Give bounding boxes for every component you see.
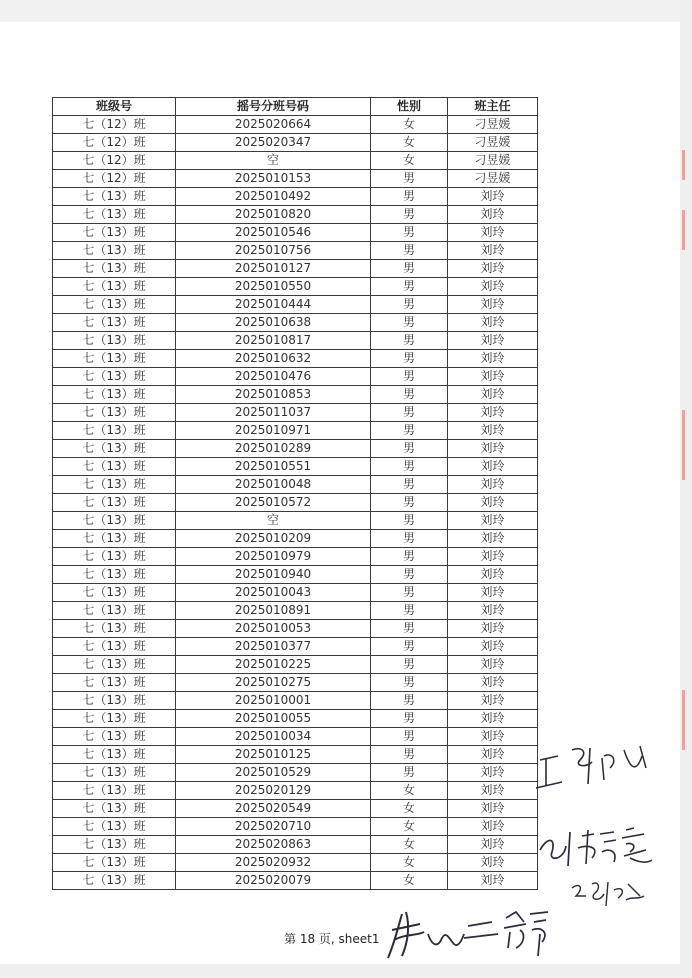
gender-cell: 男 [371,512,448,530]
class-cell: 七（13）班 [53,386,176,404]
gender-cell: 男 [371,692,448,710]
table-row [53,314,538,332]
table-row [53,440,538,458]
gender-cell: 男 [371,728,448,746]
class-cell: 七（13）班 [53,620,176,638]
head-teacher-cell: 刘玲 [448,278,538,296]
table-row [53,782,538,800]
table-row [53,620,538,638]
lottery-number-cell: 2025010043 [176,584,371,602]
table-row [53,476,538,494]
class-cell: 七（13）班 [53,872,176,890]
seal-edge-mark [682,210,685,250]
table-row [53,152,538,170]
lottery-number-cell: 2025010225 [176,656,371,674]
lottery-number-cell: 2025020129 [176,782,371,800]
lottery-number-cell: 2025010053 [176,620,371,638]
lottery-number-cell: 2025010820 [176,206,371,224]
gender-cell: 女 [371,818,448,836]
class-cell: 七（13）班 [53,656,176,674]
lottery-number-cell: 2025020347 [176,134,371,152]
table-row [53,368,538,386]
class-cell: 七（13）班 [53,782,176,800]
lottery-number-cell: 2025010055 [176,710,371,728]
lottery-number-cell: 2025010209 [176,530,371,548]
class-cell: 七（13）班 [53,206,176,224]
table-row [53,566,538,584]
header-gender: 性别 [371,98,448,116]
head-teacher-cell: 刁昱媛 [448,134,538,152]
class-cell: 七（13）班 [53,242,176,260]
table-row [53,602,538,620]
head-teacher-cell: 刘玲 [448,602,538,620]
table-row [53,728,538,746]
head-teacher-cell: 刘玲 [448,674,538,692]
gender-cell: 男 [371,332,448,350]
head-teacher-cell: 刘玲 [448,512,538,530]
class-cell: 七（13）班 [53,746,176,764]
gender-cell: 男 [371,620,448,638]
lottery-number-cell: 2025020932 [176,854,371,872]
lottery-number-cell: 2025010971 [176,422,371,440]
gender-cell: 男 [371,746,448,764]
head-teacher-cell: 刘玲 [448,188,538,206]
lottery-number-cell: 2025010275 [176,674,371,692]
class-cell: 七（13）班 [53,566,176,584]
class-cell: 七（12）班 [53,134,176,152]
class-cell: 七（13）班 [53,458,176,476]
lottery-number-cell: 2025010979 [176,548,371,566]
gender-cell: 女 [371,872,448,890]
table-row [53,134,538,152]
table-row [53,224,538,242]
table-row [53,530,538,548]
head-teacher-cell: 刘玲 [448,206,538,224]
head-teacher-cell: 刘玲 [448,242,538,260]
table-row [53,818,538,836]
gender-cell: 男 [371,386,448,404]
class-cell: 七（13）班 [53,710,176,728]
header-class: 班级号 [53,98,176,116]
head-teacher-cell: 刘玲 [448,548,538,566]
head-teacher-cell: 刘玲 [448,458,538,476]
head-teacher-cell: 刘玲 [448,386,538,404]
head-teacher-cell: 刘玲 [448,872,538,890]
gender-cell: 男 [371,710,448,728]
table-row [53,584,538,602]
table-row [53,512,538,530]
gender-cell: 男 [371,458,448,476]
head-teacher-cell: 刘玲 [448,746,538,764]
class-cell: 七（13）班 [53,854,176,872]
gender-cell: 女 [371,152,448,170]
head-teacher-cell: 刁昱媛 [448,152,538,170]
gender-cell: 女 [371,134,448,152]
gender-cell: 女 [371,782,448,800]
head-teacher-cell: 刘玲 [448,224,538,242]
gender-cell: 男 [371,206,448,224]
class-cell: 七（13）班 [53,224,176,242]
gender-cell: 男 [371,476,448,494]
class-cell: 七（13）班 [53,602,176,620]
lottery-number-cell: 2025010572 [176,494,371,512]
table-row [53,170,538,188]
gender-cell: 女 [371,116,448,134]
gender-cell: 男 [371,314,448,332]
lottery-number-cell: 2025010048 [176,476,371,494]
head-teacher-cell: 刘玲 [448,584,538,602]
lottery-number-cell: 2025011037 [176,404,371,422]
lottery-number-cell: 2025010125 [176,746,371,764]
table-row [53,458,538,476]
lottery-number-cell: 2025010891 [176,602,371,620]
head-teacher-cell: 刘玲 [448,656,538,674]
lottery-number-cell: 2025010632 [176,350,371,368]
class-cell: 七（12）班 [53,116,176,134]
table-row [53,278,538,296]
head-teacher-cell: 刘玲 [448,818,538,836]
gender-cell: 男 [371,764,448,782]
table-row [53,350,538,368]
lottery-number-cell: 2025020549 [176,800,371,818]
table-row [53,296,538,314]
scan-top-margin [0,0,692,22]
table-row [53,800,538,818]
table-row [53,386,538,404]
head-teacher-cell: 刘玲 [448,782,538,800]
class-cell: 七（13）班 [53,476,176,494]
gender-cell: 男 [371,638,448,656]
head-teacher-cell: 刘玲 [448,476,538,494]
table-header-row [53,98,538,116]
class-cell: 七（13）班 [53,314,176,332]
class-cell: 七（13）班 [53,278,176,296]
head-teacher-cell: 刘玲 [448,350,538,368]
head-teacher-cell: 刘玲 [448,260,538,278]
gender-cell: 男 [371,584,448,602]
class-cell: 七（13）班 [53,404,176,422]
lottery-number-cell: 空 [176,512,371,530]
scan-right-margin [680,0,692,978]
class-cell: 七（13）班 [53,548,176,566]
lottery-number-cell: 2025010546 [176,224,371,242]
gender-cell: 男 [371,494,448,512]
table-row [53,872,538,890]
scan-bottom-margin [0,964,692,978]
table-row [53,422,538,440]
gender-cell: 男 [371,602,448,620]
head-teacher-cell: 刘玲 [448,404,538,422]
lottery-number-cell: 2025010001 [176,692,371,710]
class-cell: 七（13）班 [53,296,176,314]
lottery-number-cell: 2025010289 [176,440,371,458]
lottery-number-cell: 2025020710 [176,818,371,836]
gender-cell: 女 [371,854,448,872]
table-row [53,404,538,422]
class-cell: 七（13）班 [53,494,176,512]
lottery-number-cell: 2025010153 [176,170,371,188]
gender-cell: 男 [371,548,448,566]
gender-cell: 男 [371,566,448,584]
class-cell: 七（13）班 [53,350,176,368]
head-teacher-cell: 刘玲 [448,530,538,548]
lottery-number-cell: 2025010756 [176,242,371,260]
lottery-number-cell: 2025010817 [176,332,371,350]
head-teacher-cell: 刘玲 [448,728,538,746]
gender-cell: 男 [371,422,448,440]
lottery-number-cell: 2025010940 [176,566,371,584]
head-teacher-cell: 刘玲 [448,314,538,332]
seal-edge-mark [682,150,685,180]
table-row [53,548,538,566]
table-row [53,188,538,206]
lottery-number-cell: 2025010444 [176,296,371,314]
table-row [53,764,538,782]
head-teacher-cell: 刘玲 [448,422,538,440]
gender-cell: 男 [371,296,448,314]
lottery-number-cell: 2025020079 [176,872,371,890]
lottery-number-cell: 2025010550 [176,278,371,296]
class-cell: 七（13）班 [53,188,176,206]
table-body [53,116,538,890]
gender-cell: 男 [371,368,448,386]
table-row [53,710,538,728]
gender-cell: 男 [371,224,448,242]
lottery-number-cell: 2025010492 [176,188,371,206]
head-teacher-cell: 刘玲 [448,710,538,728]
gender-cell: 男 [371,260,448,278]
lottery-number-cell: 2025010127 [176,260,371,278]
lottery-number-cell: 2025010377 [176,638,371,656]
class-cell: 七（13）班 [53,512,176,530]
lottery-number-cell: 空 [176,152,371,170]
class-cell: 七（13）班 [53,692,176,710]
handwritten-signature-1 [532,738,662,798]
head-teacher-cell: 刘玲 [448,368,538,386]
lottery-number-cell: 2025020664 [176,116,371,134]
gender-cell: 男 [371,440,448,458]
class-cell: 七（13）班 [53,368,176,386]
gender-cell: 男 [371,278,448,296]
lottery-number-cell: 2025010551 [176,458,371,476]
head-teacher-cell: 刘玲 [448,764,538,782]
seal-edge-mark [682,690,685,750]
page-footer: 第 18 页, sheet1 [284,932,380,946]
head-teacher-cell: 刘玲 [448,566,538,584]
table-row [53,674,538,692]
gender-cell: 男 [371,674,448,692]
head-teacher-cell: 刘玲 [448,332,538,350]
handwritten-signature-3 [568,876,648,912]
lottery-number-cell: 2025010529 [176,764,371,782]
class-cell: 七（13）班 [53,728,176,746]
gender-cell: 男 [371,188,448,206]
class-cell: 七（13）班 [53,530,176,548]
lottery-number-cell: 2025010853 [176,386,371,404]
table-row [53,836,538,854]
head-teacher-cell: 刘玲 [448,494,538,512]
class-cell: 七（13）班 [53,260,176,278]
class-cell: 七（13）班 [53,674,176,692]
lottery-number-cell: 2025010638 [176,314,371,332]
table-row [53,638,538,656]
head-teacher-cell: 刘玲 [448,620,538,638]
gender-cell: 女 [371,800,448,818]
head-teacher-cell: 刘玲 [448,836,538,854]
class-cell: 七（13）班 [53,584,176,602]
gender-cell: 男 [371,404,448,422]
class-cell: 七（13）班 [53,836,176,854]
lottery-number-cell: 2025020863 [176,836,371,854]
class-cell: 七（13）班 [53,764,176,782]
class-cell: 七（13）班 [53,638,176,656]
head-teacher-cell: 刘玲 [448,692,538,710]
gender-cell: 男 [371,530,448,548]
handwritten-signature-2 [534,822,664,872]
table-row [53,692,538,710]
class-cell: 七（12）班 [53,170,176,188]
head-teacher-cell: 刁昱媛 [448,116,538,134]
header-lottery-number: 摇号分班号码 [176,98,371,116]
table-row [53,494,538,512]
class-cell: 七（13）班 [53,332,176,350]
gender-cell: 男 [371,656,448,674]
class-cell: 七（13）班 [53,422,176,440]
table-row [53,746,538,764]
class-roster-table [52,97,538,890]
class-cell: 七（13）班 [53,818,176,836]
gender-cell: 男 [371,350,448,368]
table-row [53,116,538,134]
class-cell: 七（13）班 [53,440,176,458]
head-teacher-cell: 刘玲 [448,854,538,872]
head-teacher-cell: 刘玲 [448,440,538,458]
table-row [53,242,538,260]
head-teacher-cell: 刁昱媛 [448,170,538,188]
seal-edge-mark [682,410,685,480]
head-teacher-cell: 刘玲 [448,638,538,656]
gender-cell: 男 [371,170,448,188]
header-head-teacher: 班主任 [448,98,538,116]
table-row [53,260,538,278]
table-row [53,206,538,224]
table-row [53,854,538,872]
lottery-number-cell: 2025010476 [176,368,371,386]
class-cell: 七（12）班 [53,152,176,170]
class-cell: 七（13）班 [53,800,176,818]
head-teacher-cell: 刘玲 [448,296,538,314]
head-teacher-cell: 刘玲 [448,800,538,818]
gender-cell: 女 [371,836,448,854]
gender-cell: 男 [371,242,448,260]
table-row [53,332,538,350]
handwritten-signature-4 [380,904,560,966]
table-row [53,656,538,674]
lottery-number-cell: 2025010034 [176,728,371,746]
